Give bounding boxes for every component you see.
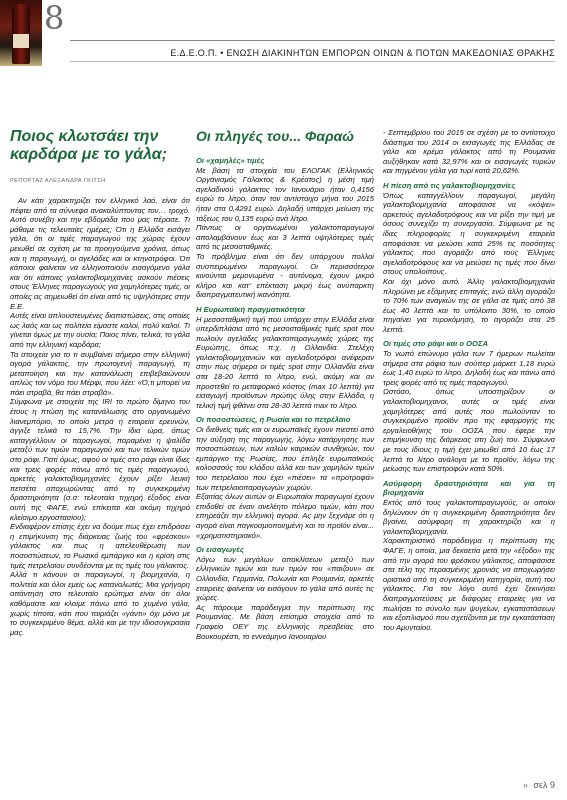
body-paragraph: Οι διεθνείς τιμές και οι ευρωπαϊκές έχουν πιεστεί από την αύξηση της παραγωγής, λόγω κατάργησης των ποσοστώσεων, των καλών καιρικών συνθηκών, του εμπάργκο της Ρωσίας, που έπληξε ευρωπαϊκούς κολοσσούς του κλάδου αλλά και των χαμηλών τιμών του πετρελαίου που έχει «πιέσει» τα «προτροφά» των πετρελαιοπαραγωγών χωρών.: [196, 425, 374, 492]
body-paragraph: Με βάση τα στοιχεία του ΕΛΟΓΑΚ (Ελληνικός Οργανισμός Γάλακτος & Κρέατος) η μέση τιμή αγελαδινού γάλακτος τον Ιανουάριο ήταν 0,4156 ευρώ το λίτρο, όταν τον αντίστοιχο μήνα του 2015 ήταν στα 0,4291 ευρώ. Δηλαδή υπάρχει μείωση της τάξεως του 0,135 ευρώ ανά λίτρο.: [196, 165, 374, 223]
body-paragraph: Ας πάρουμε παράδειγμα την περίπτωση της Ρουμανίας. Με βάση επίσημα στοιχεία από το Γραφείο ΟΕΥ της ελληνικής πρεσβείας στο Βουκουρέστι, το εννεάμηνο Ιανουαρίου: [196, 602, 374, 641]
body-paragraph: Λόγω των μεγάλων αποκλίσεων μεταξύ των ελληνικών τιμών και των τιμών του «παιζουν» σε Ολλανδία, Γερμανία, Πολωνία και Ρουμανία, αρκετές εταιρείες φαίνεται να εισάγουν το γάλα από αυτές τις χώρες.: [196, 554, 374, 603]
section-heading: Οι εισαγωγές: [196, 545, 244, 555]
body-paragraph: Χαρακτηριστικό παράδειγμα η περίπτωση της ΦΑΓΕ, η οποία, μια δεκαετία μετά την «έξοδο» της από την αγορά του φρέσκου γάλακτος, αποφάσισε στα τέλη της περασμένης χρονιάς να αποχωρήσει οριστικά από τη συγκεκριμένη κατηγορία, αυτή του γάλακτος. Για τον λόγο αυτό έχει ξεκινήσει διαπραγματεύσεις με διάφορες εταιρείες για να πωλήσει το σύνολο των ψυγείων, εγκαταστάσεων και εξοπλισμού που σχετίζονται με την εγκατάσταση του Αμυνταίου.: [383, 536, 555, 632]
body-paragraph: Πάντως οι οργανωμένοι γαλακτοπαραγωγοί απολαμβάνουν έως και 3 λεπτά υψηλότερες τιμές από τις μεσοσταθμικές.: [196, 223, 374, 252]
section-heading: Ασύμφορη δραστηριότητα και για τη βιομηχανία: [383, 478, 555, 498]
article1-paragraph: Σύμφωνα με στοιχεία της IRI το πρώτο δίμηνο του έτους η πτώση της κατανάλωσης στο οργανωμένο λιανεμπόριο, το οποίο μετρά η εταιρεία ερευνών, άγγιξε τελικά το 15,7%. Την ίδια ώρα, όπως καταγγέλλουν οι παραγωγοί, παραμένει η ψαλίδα μεταξύ των τιμών παραγωγού και των τελικών τιμών στο ράφι. Γιατί όμως, αφού οι τιμές στο ράφι είναι ίδιες και τρεις φορές πάνω από τις τιμές παραγωγού, αρκετές γαλακτοβιομηχανίες έχουν ρίξει λευκή πετσέτα αποχωρώντας από τη συγκεκριμένη δραστηριότητα (σ.σ: τελευταία τηχηρή έξοδος είναι αυτή της ΦΑΓΕ, ενώ επίκειται και ακόμη τηχηρό κλείσιμο εργοστασίου);: [10, 397, 190, 522]
article1-paragraph: Αλλά τι κάνουν οι παραγωγοί, η βιομηχανία, η πολιτεία και όλοι εμείς ως καταναλωτές; Μια γρήγορη απάντηση στο τελευταίο ερώτημα είναι ότι όλοι καθόμαστε και κλαίμε πάνω από το χυμένο γάλα, χωρίς τίποτα, κάτι που ταιριάζει «γάντι» όχι μόνο με το συγκεκριμένο θέμα, αλλά και με την ιδιοσυγκρασία μας.: [10, 570, 190, 637]
article2-title: Οι πληγές του... Φαραώ: [196, 128, 354, 144]
section-heading: Η πίεση από τις γαλακτοβιομηχανίες: [383, 180, 516, 190]
header-divider-top: [70, 40, 555, 41]
body-paragraph: Η μεσοσταθμική τιμή που υπάρχει στην Ελλάδα είναι υπερδιπλάσια από τις μεσοσταθμικές τιμές spot που πωλούν αγελάδες γαλακτοπαραγωγικές χώρες της Ευρώπης, όπως π.χ. η Ολλανδία. Στελέχη γαλακτοβιομηχανιών και αγελαδοτρόφοι ανέφεραν στην πως σήμερα οι τιμές spot στην Ολλανδία είναι στα 18-20 λεπτά το λίτρο, ενώ, ακόμη και αν προστεθεί το μεταφορικό κόστος (max 10 λεπτά) για εισαγωγή προϊόντων πρώτης ύλης στην Ελλάδα, η τελική τιμή φθάνει στα 28-30 λεπτά max το λίτρο.: [196, 314, 374, 410]
wine-bottle-photo: [0, 0, 42, 66]
body-paragraph: - Σεπτεμβρίου του 2015 σε σχέση με το αντίστοιχο διάστημα του 2014 οι εισαγωγές της Ελλάδας σε γάλα και κρέμα γάλακτος από τη Ρουμανία αυξήθηκαν κατά 32,97% και οι εισαγωγές τυριών και πηγμένου γάλα για τυρί κατά 20,62%.: [383, 128, 555, 176]
body-paragraph: Όπως καταγγέλλουν παραγωγοί, μεγάλη γαλακτοβιομηχανία αποφάσισε να «κόψει» αρκετούς αγελαδοτρόφους και να ρίξει την τιμή με όσους συνεχίζει τη συνεργασία. Σύμφωνα με τις ίδιες πληροφορίες η συγκεκριμένη εταιρεία αποφάσισε να μειώσει κατά 25% τις ποσότητες γάλακτος που αγοράζει από τους Έλληνες αγελαδοτρόφους και να μειώσει τις τιμές που δίνει στους υπολοίπους.: [383, 190, 555, 277]
chevron-right-icon: »: [522, 780, 527, 790]
footer-page-label: σελ 9: [533, 780, 555, 790]
body-paragraph: Και όχι μόνο αυτό. Άλλη γαλακτοβιομηχανία πληρώνει με εξάμηνες επιταγές, ενώ άλλη αγοράζει το 70% των αναγκών της σε γάλα σε τιμές από 38 έως 40 λεπτά και το υπόλοιπο 30%, το οποίο πηγαίνει για τυροκόμηση, το αγοράζει στα 25 λεπτά.: [383, 276, 555, 334]
body-paragraph: Εκτός από τους γαλακτοπαραγωγούς, οι οποίοι δηλώνουν ότι η συγκεκριμένη δραστηριότητα δεν βγαίνει, ασύμφορη τη χαρακτηρίζει και η γαλακτοβιομηχανία.: [383, 497, 555, 536]
body-paragraph: Το νωπό επώνυμο γάλα των 7 ήμερων πωλείται σήμερα στα ράφια των σούπερ μάρκετ 1,18 ευρώ έως 1,40 ευρώ το λίτρο. Δηλαδή έως και πάνω από τρεις φορές από τις τιμές παραγωγού.: [383, 349, 555, 387]
body-paragraph: Το πρόβλημα είναι ότι δεν υπάρχουν πολλοί συσπειρωμένοι παραγωγοί. Οι περισσότεροι κινούνται μεμονωμένα - αυτόνομα, έχουν μικρό κλήρο και κατ' επέκταση μικρή έως ανύπαρκτη διαπραγματευτική ικανότητα.: [196, 251, 374, 300]
article1-paragraph: Τα στοιχεία για το τι συμβαίνει σήμερα στην ελληνική αγορά γάλακτος, την πρωτογενή παραγωγή, τη μεταποίηση και την κατανάλωση επιβεβαιώνουν απλώς τον νόμο του Μέρφι, που λέει: «Ό,τι μπορεί να πάει στραβά, θα πάει στραβά».: [10, 349, 190, 397]
header-divider-bottom: [70, 61, 555, 62]
section-heading: Οι τιμές στο ράφι και ο ΟΟΣΑ: [383, 339, 488, 349]
section-heading: Οι ποσοστώσεις, η Ρωσία και το πετρέλαιο: [196, 415, 351, 425]
article1-paragraph: Αν κάτι χαρακτηρίζει τον ελληνικό λαό, είναι ότι πέφτει από τα σύννεφα ανακαλύπτοντας τον… τροχό. Αυτό συνέβη και την εβδομάδα που μας πέρασε. Τι μάθαμε τις τελευταίες ημέρες; Ότι η Ελλάδα εισάγει γάλα, ότι οι τιμές παραγωγού της χώρας έχουν μειωθεί σε σχέση με τα προηγούμενα χρόνια, όπως και η παραγωγή, οι αγελάδες και οι κτηνοτρόφοι. Ότι κάποιοι φαίνεται να ελληνοποιούν εισαγόμενο γάλα και ότι κάποιες γαλακτοβιομηχανίες ασκούν πιέσεις στους Έλληνες παραγωγούς για χαμηλότερες τιμές, οι οποίες ας σημειωθεί ότι είναι από τις υψηλότερες στην Ε.Ε.: [10, 196, 190, 311]
page-footer: [523, 780, 555, 790]
body-paragraph: Εξαιτίας όλων αυτών οι Ευρωπαίοι παραγωγοί έχουν επιδοθεί σε έναν ανελέητο πόλεμο τιμών, κάτι που επηρεάζει την ελληνική αγορά. Ας μην ξεχνάμε ότι η αγορά είναι παγκοσμιοποιημένη και το προϊόν είναι... «χρηματιστηριακό».: [196, 492, 374, 540]
bottle-label-icon: [13, 34, 29, 48]
article1-title: Ποιος κλωτσάει την καρδάρα με το γάλα;: [10, 128, 168, 163]
body-paragraph: Ωστόσο, όπως υποστηρίζουν οι γαλακτοβιομηχανοι, αυτές οι τιμές είναι χαμηλότερες από αυτές που πωλούνταν το συγκεκριμένο προϊόν προ της εφαρμογής της εργαλειοθήκης του ΟΟΣΑ που έφερε την επιμήκυνση της διάρκειας στη ζωή του. Σύμφωνα με τους ίδιους η τιμή έχει μειωθεί από 10 έως 17 λεπτά το λίτρο ανάλογα με το προϊόν, λόγω της μείωσης των επιστροφών κατά 50%.: [383, 387, 555, 474]
article1-byline: ΡΕΠΟΡΤΑΖ ΑΛΕΞΑΝΔΡΑ ΓΚΙΤΣΗ: [10, 178, 106, 184]
section-heading: Η Ευρωπαϊκή πραγματικότητα: [196, 304, 305, 314]
article1-paragraph: Αυτές είναι απλουστευμένες διαπιστώσεις, στις οποίες ως λαός και ως πολίτεία είμαστε καλοί, πολύ καλοί. Τι γίνεται όμως με την ουσία; Ποιος πίνει, τελικά, το γάλα από την ελληνική καρδάρα;: [10, 311, 190, 349]
publication-title: Ε.Δ.Ε.Ο.Π. • ΕΝΩΣΗ ΔΙΑΚΙΝΗΤΩΝ ΕΜΠΟΡΩΝ ΟΙΝΩΝ & ΠΟΤΩΝ ΜΑΚΕΔΟΝΙΑΣ ΘΡΑΚΗΣ: [170, 48, 555, 58]
article1-body: [10, 196, 190, 637]
section-heading: Οι «χαμηλές» τιμές: [196, 156, 265, 165]
column3-body: [383, 128, 555, 632]
article1-paragraph: Ενδιαφέρον επίσης έχει να δούμε πως έχει επιδράσει η επιμήκυνση της διάρκειας ζωής του «φρέσκου» γάλακτος και πως η απελευθέρωση των ποσοστώσεων, το Ρωσικό εμπάργκο και η κρίση στις τιμές πετρελαίου συνδέονται με τις τιμές του γάλακτος.: [10, 522, 190, 570]
article2-body: [196, 156, 374, 641]
page-number: 8: [44, 0, 65, 37]
